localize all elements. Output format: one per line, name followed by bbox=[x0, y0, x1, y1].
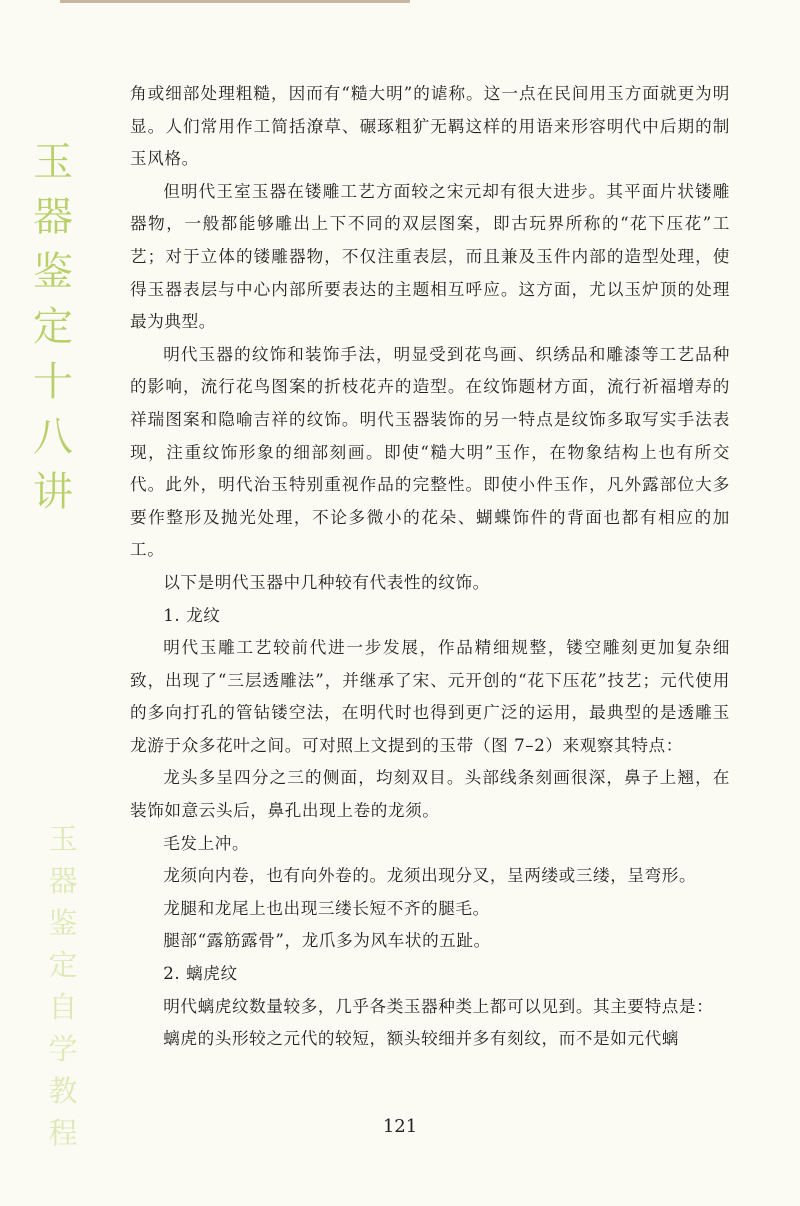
subtitle-char: 器 bbox=[48, 864, 78, 898]
paragraph: 明代玉雕工艺较前代进一步发展，作品精细规整，镂空雕刻更加复杂细致，出现了“三层透雕法”，并继承了宋、元开创的“花下压花”技艺；元代使用的多向打孔的管钻镂空法，在明代时也得到更广泛的运用，最典型的是透雕玉龙游于众多花叶之间。可对照上文提到的玉带（图 7–2）来观察其特点： bbox=[130, 638, 730, 755]
subtitle-char: 自 bbox=[48, 990, 78, 1024]
subtitle-char: 定 bbox=[48, 948, 78, 982]
subtitle-char: 学 bbox=[48, 1032, 78, 1066]
title-char: 讲 bbox=[33, 469, 73, 515]
paragraph: 以下是明代玉器中几种较有代表性的纹饰。 bbox=[163, 572, 490, 592]
subtitle-char: 玉 bbox=[48, 822, 78, 856]
title-char: 器 bbox=[33, 194, 73, 240]
section-heading: 1. 龙纹 bbox=[163, 605, 221, 625]
title-char: 鉴 bbox=[33, 249, 73, 295]
paragraph: 毛发上冲。 bbox=[163, 833, 250, 853]
series-title bbox=[43, 818, 83, 1154]
page-number: 121 bbox=[382, 1116, 418, 1137]
paragraph: 明代玉器的纹饰和装饰手法，明显受到花鸟画、织绣品和雕漆等工艺品种的影响，流行花鸟图案的折枝花卉的造型。在纹饰题材方面，流行祈福增寿的祥瑞图案和隐喻吉祥的纹饰。明代玉器装饰的另一特点是纹饰多取写实手法表现，注重纹饰形象的细部刻画。即使“糙大明”玉作，在物象结构上也有所交代。此外，明代治玉特别重视作品的完整性。即使小件玉作，凡外露部位大多要作整形及抛光处理，不论多微小的花朵、蝴蝶饰件的背面也都有相应的加工。 bbox=[130, 344, 730, 560]
subtitle-char: 鉴 bbox=[48, 906, 78, 940]
body-text bbox=[130, 78, 730, 1056]
paragraph: 龙头多呈四分之三的侧面，均刻双目。头部线条刻画很深，鼻子上翘，在装饰如意云头后，鼻孔出现上卷的龙须。 bbox=[130, 768, 730, 821]
paragraph: 但明代王室玉器在镂雕工艺方面较之宋元却有很大进步。其平面片状镂雕器物，一般都能够雕出上下不同的双层图案，即古玩界所称的“花下压花”工艺；对于立体的镂雕器物，不仅注重表层，而且兼及玉件内部的造型处理，使得玉器表层与中心内部所要表达的主题相互呼应。这方面，尤以玉炉顶的处理最为典型。 bbox=[130, 181, 730, 332]
paragraph: 龙须向内卷，也有向外卷的。龙须出现分叉，呈两缕或三缕，呈弯形。 bbox=[163, 866, 697, 886]
paragraph: 龙腿和龙尾上也出现三缕长短不齐的腿毛。 bbox=[163, 898, 490, 918]
paragraph: 明代螭虎纹数量较多，几乎各类玉器种类上都可以见到。其主要特点是： bbox=[163, 996, 714, 1016]
paragraph: 角或细部处理粗糙，因而有“糙大明”的谑称。这一点在民间用玉方面就更为明显。人们常用作工简括潦草、碾琢粗犷无羁这样的用语来形容明代中后期的制玉风格。 bbox=[130, 84, 730, 169]
title-char: 玉 bbox=[33, 139, 73, 185]
section-heading: 2. 螭虎纹 bbox=[163, 964, 238, 984]
subtitle-char: 程 bbox=[48, 1116, 78, 1150]
title-char: 八 bbox=[33, 414, 73, 460]
subtitle-char: 教 bbox=[48, 1074, 78, 1108]
top-rule bbox=[60, 0, 410, 3]
title-char: 定 bbox=[33, 304, 73, 350]
paragraph: 腿部“露筋露骨”，龙爪多为风车状的五趾。 bbox=[163, 931, 491, 951]
paragraph: 螭虎的头形较之元代的较短，额头较细并多有刻纹，而不是如元代螭 bbox=[163, 1029, 679, 1049]
title-char: 十 bbox=[33, 359, 73, 405]
book-title bbox=[28, 135, 78, 520]
sidebar bbox=[0, 60, 105, 1150]
